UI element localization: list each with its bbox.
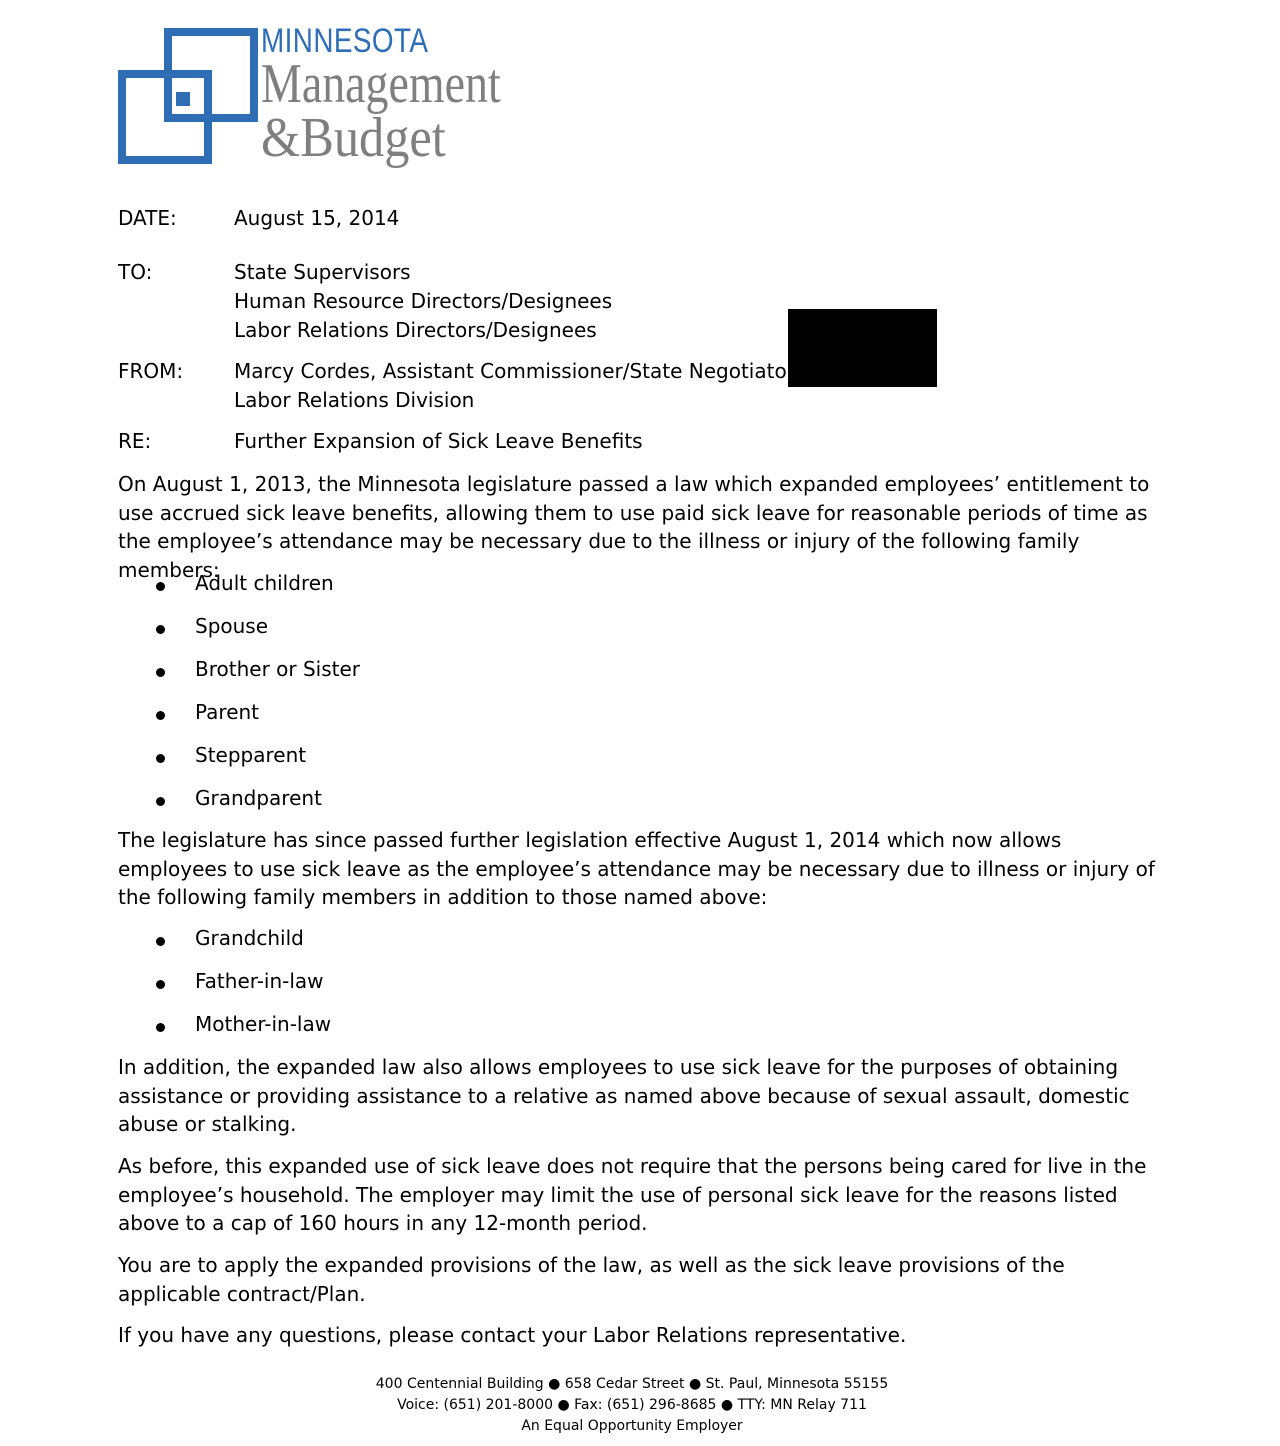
logo-squares-icon [118, 28, 258, 164]
to-label: TO: [118, 260, 153, 284]
to-recipients [234, 260, 612, 347]
bullet-icon [156, 980, 165, 989]
logo-line-management: Management [261, 53, 501, 115]
bullet-icon [156, 937, 165, 946]
to-recipient: Human Resource Directors/Designees [234, 289, 613, 313]
paragraph-6: If you have any questions, please contact your Labor Relations representative. [118, 1323, 907, 1347]
bullet-icon [156, 711, 165, 720]
from-sender [234, 359, 795, 417]
bullet-icon [156, 625, 165, 634]
bullet-icon [156, 797, 165, 806]
from-label: FROM: [118, 359, 184, 383]
to-recipient: State Supervisors [234, 260, 411, 284]
to-recipient: Labor Relations Directors/Designees [234, 318, 597, 342]
bullet-icon [156, 668, 165, 677]
mmb-logo [118, 22, 538, 182]
footer-eoe: An Equal Opportunity Employer [521, 1418, 743, 1434]
logo-line-budget: &Budget [261, 107, 446, 169]
date-value: August 15, 2014 [234, 206, 400, 230]
bullet-icon [156, 1023, 165, 1032]
paragraph-1: On August 1, 2013, the Minnesota legislature passed a law which expanded employees’ entitlement to use accrued sick leave benefits, allowing them to use paid sick leave for reasonable periods of time as the employee’s attendance may be necessary due to the illness or injury of the following family members: [118, 472, 1150, 582]
date-label: DATE: [118, 206, 177, 230]
re-subject: Further Expansion of Sick Leave Benefits [234, 429, 643, 453]
footer-address: 400 Centennial Building ● 658 Cedar Street ● St. Paul, Minnesota 55155 [375, 1376, 889, 1392]
from-line: Marcy Cordes, Assistant Commissioner/State Negotiator [234, 359, 795, 383]
logo-line-minnesota: MINNESOTA [261, 22, 429, 60]
footer [0, 1374, 1264, 1437]
from-line: Labor Relations Division [234, 388, 475, 412]
bullet-icon [156, 582, 165, 591]
bullet-icon [156, 754, 165, 763]
paragraph-4: As before, this expanded use of sick leave does not require that the persons being cared for live in the employee’s household. The employer may limit the use of personal sick leave for the reasons listed above to a cap of 160 hours in any 12-month period. [118, 1154, 1147, 1235]
paragraph-5: You are to apply the expanded provisions of the law, as well as the sick leave provisions of the applicable contract/Plan. [118, 1253, 1065, 1306]
paragraph-2: The legislature has since passed further legislation effective August 1, 2014 which now allows employees to use sick leave as the employee’s attendance may be necessary due to illness or injury of the following family members in addition to those named above: [118, 828, 1155, 909]
paragraph-3: In addition, the expanded law also allows employees to use sick leave for the purposes of obtaining assistance or providing assistance to a relative as named above because of sexual assault, domestic abuse or stalking. [118, 1055, 1130, 1136]
re-label: RE: [118, 429, 152, 453]
logo-wordmark [261, 22, 553, 169]
footer-contact: Voice: (651) 201-8000 ● Fax: (651) 296-8685 ● TTY: MN Relay 711 [397, 1397, 867, 1413]
redaction-box [788, 309, 937, 387]
